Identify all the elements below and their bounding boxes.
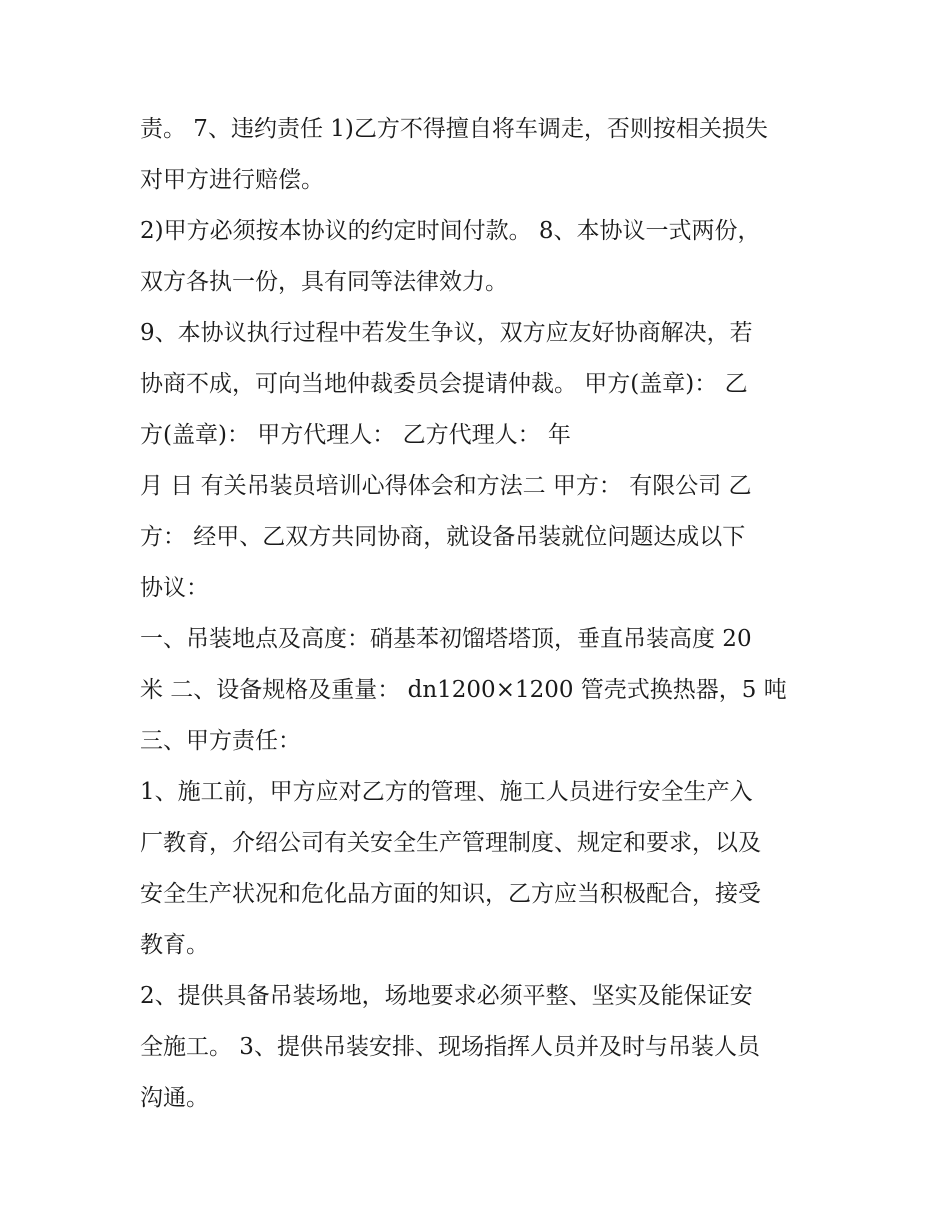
text-line: 方： 经甲、乙双方共同协商，就设备吊装就位问题达成以下 (140, 524, 746, 550)
text-line: 月 日 有关吊装员培训心得体会和方法二 甲方： 有限公司 乙 (140, 473, 752, 499)
document-body (140, 104, 830, 1124)
text-line: 米 二、设备规格及重量： dn1200×1200 管壳式换热器，5 吨 (140, 677, 787, 703)
text-line: 2、提供具备吊装场地，场地要求必须平整、坚实及能保证安 (140, 983, 753, 1009)
text-line: 责。 7、违约责任 1)乙方不得擅自将车调走，否则按相关损失 (140, 116, 768, 142)
text-line: 双方各执一份，具有同等法律效力。 (140, 269, 508, 295)
text-line: 全施工。 3、提供吊装安排、现场指挥人员并及时与吊装人员 (140, 1034, 760, 1060)
text-line: 三、甲方责任： (140, 728, 301, 754)
text-line: 对甲方进行赔偿。 (140, 167, 324, 193)
text-line: 沟通。 (140, 1085, 209, 1111)
text-line: 2)甲方必须按本协议的约定时间付款。 8、本协议一式两份， (140, 218, 761, 244)
text-line: 方(盖章)： 甲方代理人： 乙方代理人： 年 (140, 422, 571, 448)
text-line: 一、吊装地点及高度：硝基苯初馏塔塔顶，垂直吊装高度 20 (140, 626, 752, 652)
text-line: 教育。 (140, 932, 209, 958)
text-line: 9、本协议执行过程中若发生争议，双方应友好协商解决，若 (140, 320, 753, 346)
text-line: 厂教育，介绍公司有关安全生产管理制度、规定和要求，以及 (140, 830, 761, 856)
text-line: 1、施工前，甲方应对乙方的管理、施工人员进行安全生产入 (140, 779, 753, 805)
text-line: 安全生产状况和危化品方面的知识，乙方应当积极配合，接受 (140, 881, 761, 907)
text-line: 协议： (140, 575, 209, 601)
text-line: 协商不成，可向当地仲裁委员会提请仲裁。 甲方(盖章)： 乙 (140, 371, 748, 397)
